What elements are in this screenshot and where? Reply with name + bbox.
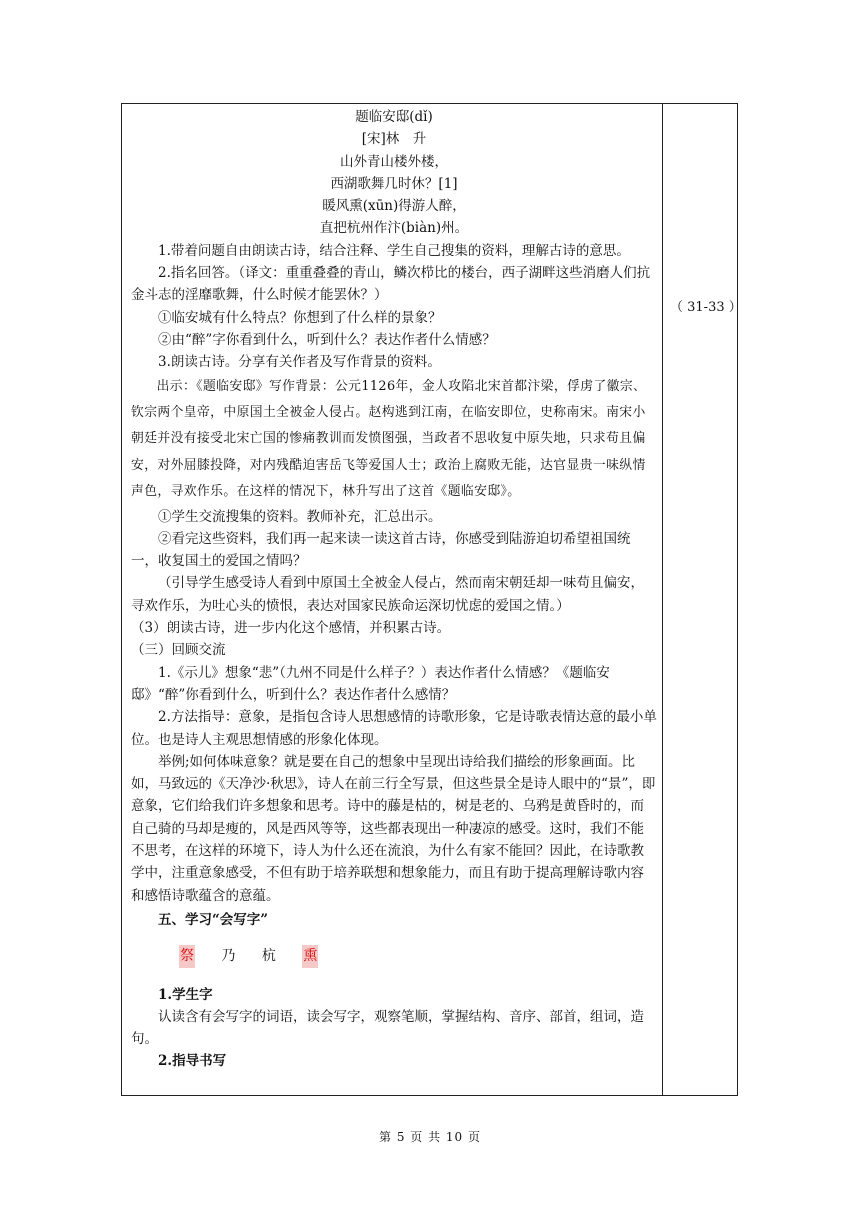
poem-line: 西湖歌舞几时休？[1] xyxy=(330,175,458,192)
paragraph: 2.指名回答。（译文：重重叠叠的青山，鳞次栉比的楼台，西子湖畔这些消磨人们抗金斗志的淫靡歌舞，什么时候才能罢休？） xyxy=(131,265,651,304)
poem-title: 题临安邸(dǐ) xyxy=(355,109,433,125)
poem-author: [宋]林 升 xyxy=(361,131,427,148)
poem-line: 暖风熏(xūn)得游人醉， xyxy=(322,198,466,215)
side-note: （ 31-33 ） xyxy=(670,300,742,315)
review-heading: （三）回顾交流 xyxy=(131,642,226,659)
char-item: 熏 xyxy=(302,945,318,967)
paragraph: ②看完这些资料，我们再一起来读一读这首古诗，你感受到陆游迫切希望祖国统一，收复国土的爱国之情吗？ xyxy=(131,530,631,570)
question: ②由“醉”字你看到什么，听到什么？表达作者什么情感？ xyxy=(158,331,496,348)
character-list xyxy=(131,945,657,967)
question: ①临安城有什么特点？你想到了什么样的景象？ xyxy=(158,309,442,326)
poem-line: 山外青山楼外楼， xyxy=(340,153,448,170)
paragraph: 认读含有会写字的词语，读会写字，观察笔顺，掌握结构、音序、部首，组词，造句。 xyxy=(131,1008,644,1048)
background-text: 出示：《题临安邸》写作背景：公元1126年，金人攻陷北宋首都汴梁，俘虏了徽宗、钦宗两个皇帝，中原国土全被金人侵占。赵构逃到江南，在临安即位，史称南宋。南宋小朝廷并没有接受北宋亡国的惨痛教训而发愤图强，当政者不思收复中原失地，只求苟且偏安，对外屈膝投降，对内残酷迫害岳飞等爱国人士；政治上腐败无能，达官显贵一味纵情声色，寻欢作乐。在这样的情况下，林升写出了这首《题临安邸》。 xyxy=(131,378,647,500)
paragraph: 1.《示儿》想象“悲”（九州不同是什么样子？）表达作者什么情感？《题临安邸》“醉”你看到什么，听到什么？表达作者什么感情？ xyxy=(131,664,610,703)
paragraph: （3）朗读古诗，进一步内化这个感情，并积累古诗。 xyxy=(131,620,451,637)
page-footer: 第 5 页 共 10 页 xyxy=(379,1130,481,1144)
lesson-content xyxy=(131,106,657,1073)
paragraph: 3.朗读古诗。分享有关作者及写作背景的资料。 xyxy=(158,354,441,371)
poem-line: 直把杭州作汴(biàn)州。 xyxy=(319,220,469,237)
subheading: 1.学生字 xyxy=(158,986,213,1003)
paragraph: 2.方法指导：意象，是指包含诗人思想感情的诗歌形象，它是诗歌表情达意的最小单位。也是诗人主观思想情感的形象化体现。 xyxy=(131,709,657,748)
paragraph: 举例;如何体味意象？就是要在自己的想象中呈现出诗给我们描绘的形象画面。比如，马致远的《天净沙·秋思》，诗人在前三行全写景，但这些景全是诗人眼中的“景”，即意象，它们给我们许多想象和思考。诗中的藤是枯的，树是老的、乌鸦是黄昏时的，而自己骑的马却是瘦的，风是西风等等，这些都表现出一种凄凉的感受。这时，我们不能不思考，在这样的环境下，诗人为什么还在流浪，为什么有家不能回？因此，在诗歌教学中，注重意象感受，不但有助于培养联想和想象能力，而且有助于提高理解诗歌内容和感悟诗歌蕴含的意蕴。 xyxy=(131,753,656,904)
char-item: 祭 xyxy=(179,945,195,967)
paragraph: ①学生交流搜集的资料。教师补充，汇总出示。 xyxy=(158,508,442,525)
guide-note: （引导学生感受诗人看到中原国土全被金人侵占，然而南宋朝廷却一味苟且偏安，寻欢作乐，为吐心头的愤恨，表达对国家民族命运深切忧虑的爱国之情。） xyxy=(131,575,644,614)
paragraph: 1.带着问题自由朗读古诗，结合注释、学生自己搜集的资料，理解古诗的意思。 xyxy=(158,242,630,259)
subheading: 2.指导书写 xyxy=(158,1053,227,1070)
char-item: 乃 xyxy=(221,948,236,965)
column-divider xyxy=(662,103,663,1096)
char-item: 杭 xyxy=(261,948,276,965)
section-heading: 五、学习“会写字” xyxy=(158,911,269,928)
